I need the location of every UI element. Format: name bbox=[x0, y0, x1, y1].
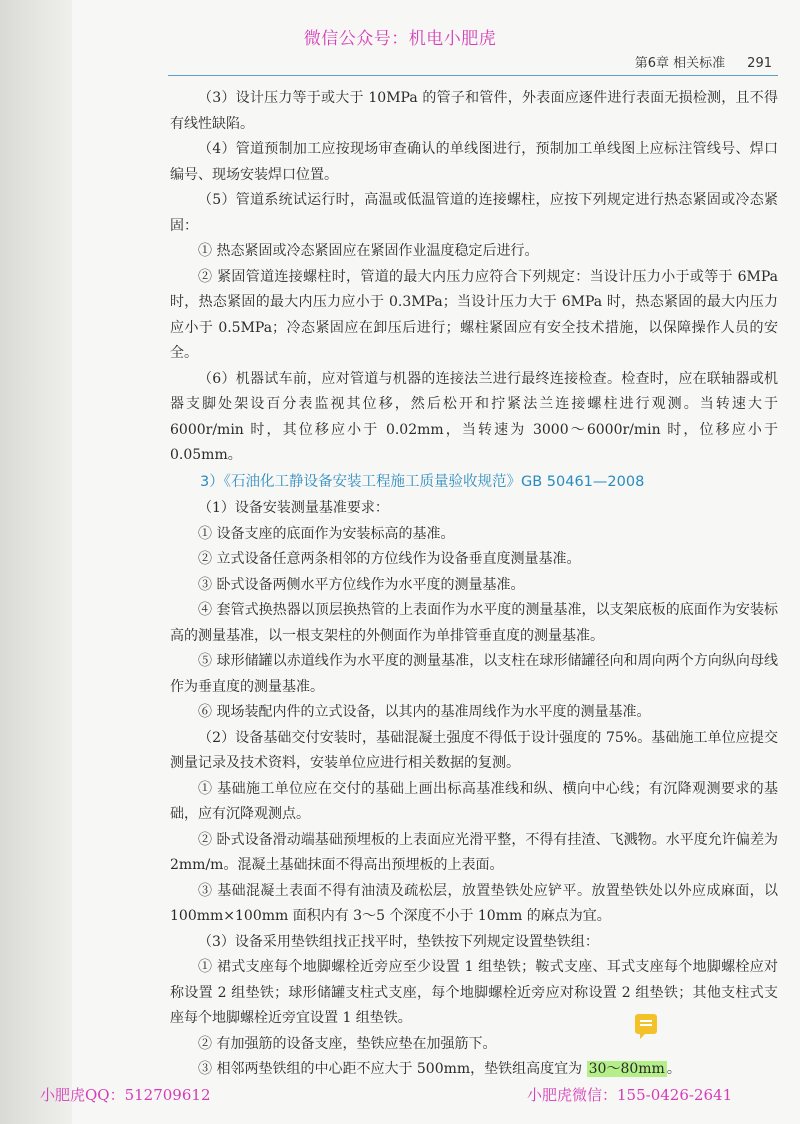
header-rule bbox=[168, 75, 778, 76]
paragraph: ① 设备支座的底面作为安装标高的基准。 bbox=[198, 525, 455, 542]
paragraph: ⑤ 球形储罐以赤道线作为水平度的测量基准，以支柱在球形储罐径向和周向两个方向纵向母线作为垂直度的测量基准。 bbox=[170, 653, 778, 695]
paragraph: ② 卧式设备滑动端基础预埋板的上表面应光滑平整，不得有挂渣、飞溅物。水平度允许偏差为 2mm/m。混凝土基础抹面不得高出预埋板的上表面。 bbox=[170, 831, 778, 873]
page-body bbox=[170, 86, 778, 1083]
paragraph: ③ 基础混凝土表面不得有油渍及疏松层，放置垫铁处应铲平。放置垫铁处以外应成麻面，以 100mm×100mm 面积内有 3～5 个深度不小于 10mm 的麻点为宜。 bbox=[170, 882, 778, 924]
paragraph: ⑥ 现场装配内件的立式设备，以其内的基准周线作为水平度的测量基准。 bbox=[198, 704, 651, 720]
last-line-text: ③ 相邻两垫铁组的中心距不应大于 500mm，垫铁组高度宜为 bbox=[198, 1061, 587, 1077]
paragraph: ② 有加强筋的设备支座，垫铁应垫在加强筋下。 bbox=[198, 1035, 497, 1052]
comment-note-icon[interactable] bbox=[635, 1014, 657, 1034]
paragraph: ② 立式设备任意两条相邻的方位线作为设备垂直度测量基准。 bbox=[198, 551, 581, 567]
paragraph: （2）设备基础交付安装时，基础混凝土强度不得低于设计强度的 75%。基础施工单位应提交测量记录及技术资料，安装单位应进行相关数据的复测。 bbox=[170, 729, 778, 771]
watermark-top: 微信公众号：机电小肥虎 bbox=[303, 29, 497, 49]
section-title: 3）《石油化工静设备安装工程施工质量验收规范》GB 50461—2008 bbox=[200, 473, 645, 490]
footer-qq-watermark: 小肥虎QQ：512709612 bbox=[40, 1086, 211, 1104]
paragraph: ① 裙式支座每个地脚螺栓近旁应至少设置 1 组垫铁；鞍式支座、耳式支座每个地脚螺栓应对称设置 2 组垫铁；球形储罐支柱式支座，每个地脚螺栓近旁应对称设置 2 组垫铁；其他支柱式支座每个地脚螺栓近旁宜设置 1 组垫铁。 bbox=[170, 959, 778, 1026]
paragraph: （3）设备采用垫铁组找正找平时，垫铁按下列规定设置垫铁组： bbox=[198, 933, 599, 950]
running-header bbox=[635, 52, 772, 71]
paragraph-last bbox=[170, 1057, 778, 1083]
book-spine-shadow bbox=[0, 0, 72, 1124]
page-number: 291 bbox=[747, 56, 772, 71]
paragraph: （5）管道系统试运行时，高温或低温管道的连接螺柱，应按下列规定进行热态紧固或冷态紧固： bbox=[170, 192, 778, 234]
paragraph: ④ 套管式换热器以顶层换热管的上表面作为水平度的测量基准，以支架底板的底面作为安装标高的测量基准，以一根支架柱的外侧面作为单排管垂直度的测量基准。 bbox=[170, 602, 778, 644]
paragraph: ③ 卧式设备两侧水平方位线作为水平度的测量基准。 bbox=[198, 576, 525, 593]
paragraph: （3）设计压力等于或大于 10MPa 的管子和管件，外表面应逐件进行表面无损检测，且不得有线性缺陷。 bbox=[170, 90, 778, 132]
paragraph: （6）机器试车前，应对管道与机器的连接法兰进行最终连接检查。检查时，应在联轴器或机器支脚处架设百分表监视其位移，然后松开和拧紧法兰连接螺柱进行观测。当转速大于 6000r/min 时，其位移应小于 0.02mm，当转速为 3000～6000r/min 时，位移应小于 0.05mm。 bbox=[170, 370, 778, 463]
highlighted-text[interactable]: 30～80mm bbox=[588, 1061, 665, 1077]
paragraph: ② 紧固管道连接螺柱时，管道的最大内压力应符合下列规定：当设计压力小于或等于 6MPa 时，热态紧固的最大内压力应小于 0.3MPa；当设计压力大于 6MPa 时，热态紧固的最大内压力应小于 0.5MPa；冷态紧固应在卸压后进行；螺柱紧固应有安全技术措施，以保障操作人员的安全。 bbox=[170, 268, 778, 361]
chapter-title: 第6章 相关标准 bbox=[634, 56, 726, 71]
paragraph: （4）管道预制加工应按现场审查确认的单线图进行，预制加工单线图上应标注管线号、焊口编号、现场安装焊口位置。 bbox=[170, 141, 778, 183]
footer-wechat-watermark: 小肥虎微信：155-0426-2641 bbox=[527, 1086, 733, 1104]
last-line-suffix: 。 bbox=[666, 1061, 681, 1077]
paragraph: ① 热态紧固或冷态紧固应在紧固作业温度稳定后进行。 bbox=[198, 243, 539, 259]
paragraph: ① 基础施工单位应在交付的基础上画出标高基准线和纵、横向中心线；有沉降观测要求的基础，应有沉降观测点。 bbox=[170, 780, 778, 822]
paragraph: （1）设备安装测量基准要求： bbox=[198, 500, 389, 516]
